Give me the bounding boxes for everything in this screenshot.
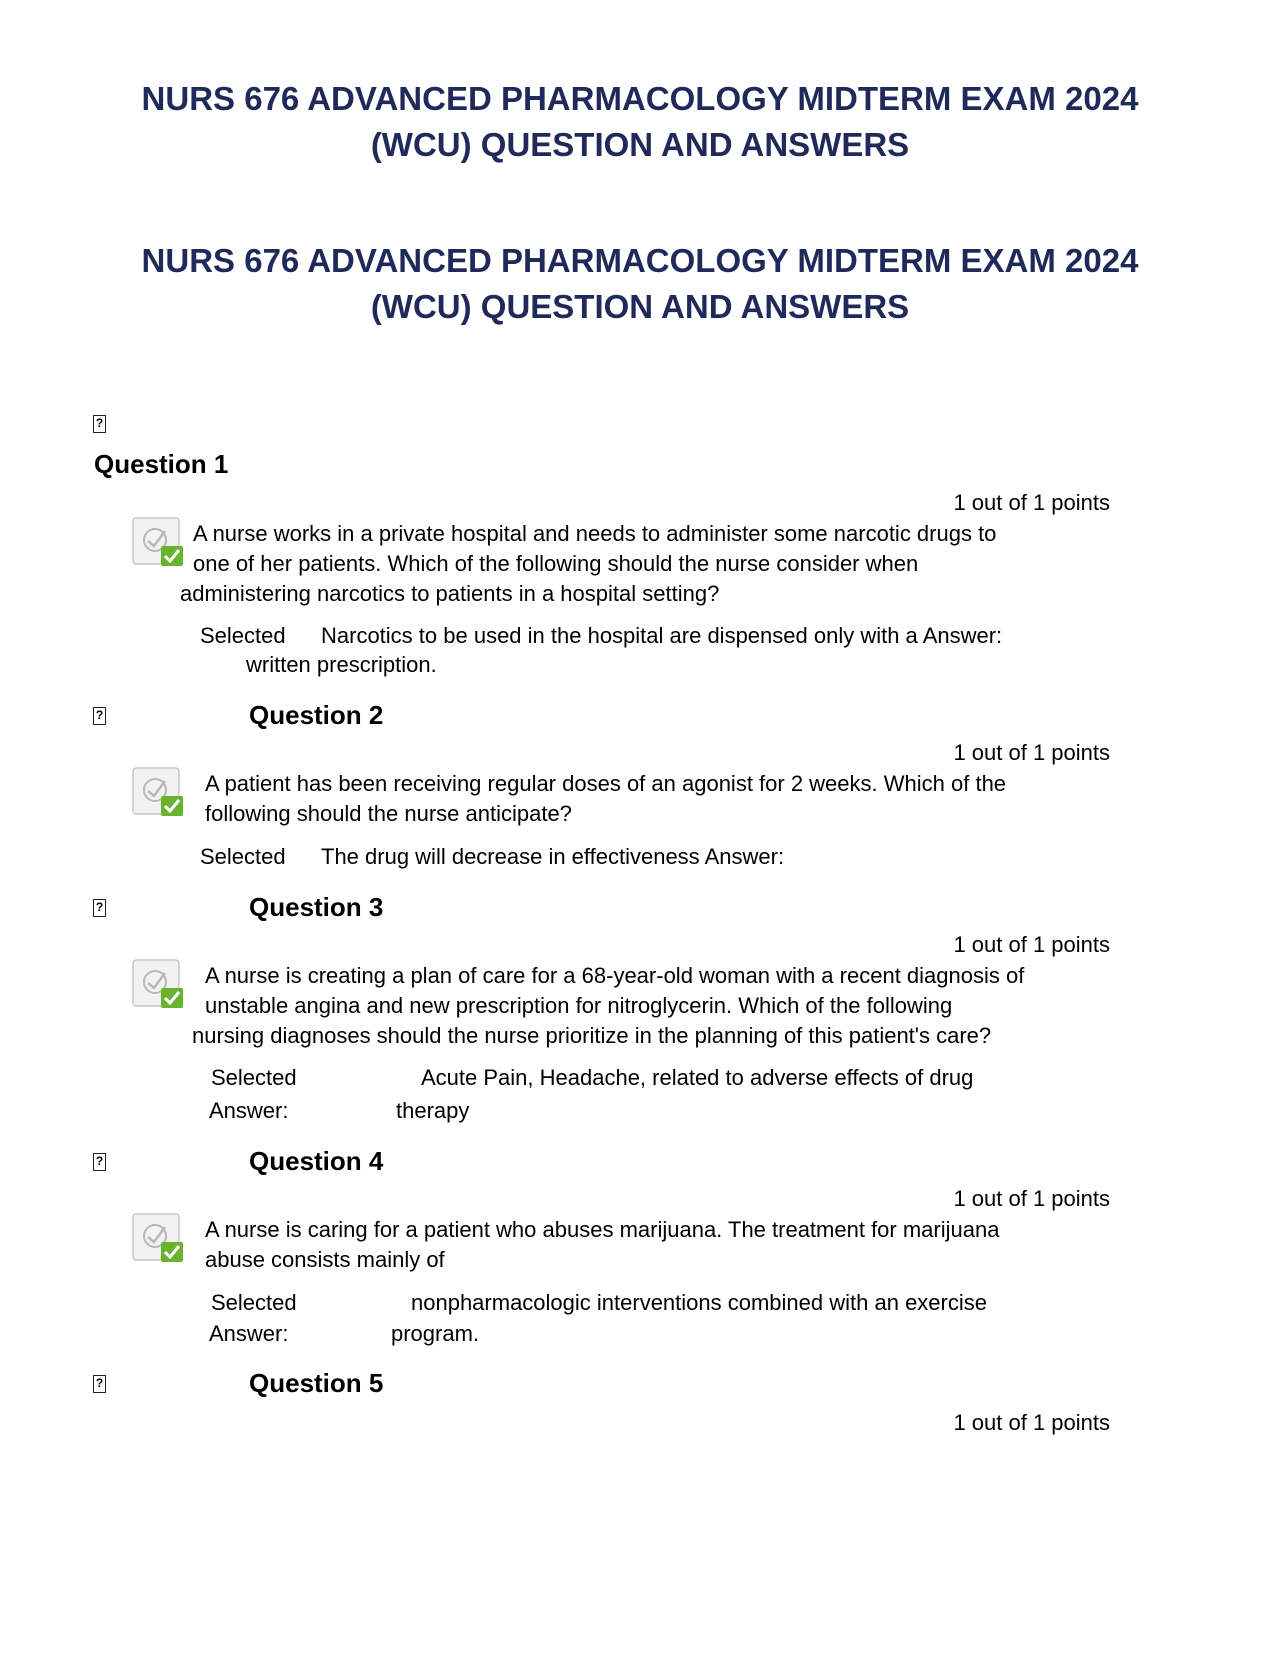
question-points: 1 out of 1 points [953,1186,1110,1211]
question-title: Question 1 [94,449,229,479]
answer-label: Answer: [209,1098,289,1123]
selected-label: Selected [200,844,286,869]
missing-glyph-icon: ? [93,415,106,433]
graded-correct-icon [131,1212,189,1266]
document-title [80,76,1200,168]
selected-answer-cont: written prescription. [246,652,437,677]
question-text: A nurse is creating a plan of care for a 68-year-old woman with a recent diagnosis of unstable angina and new prescription for nitroglycerin. Which of the following nursing diagnoses should the nurse prioritize in the planning of this patient's care? [192,963,1025,1048]
answer-label: Answer: [209,1321,289,1346]
question-text: A nurse works in a private hospital and needs to administer some narcotic drugs to one of her patients. Which of the following should the nurse consider when administering narcotics to patients in a hospital setting? [180,521,997,606]
question-title: Question 4 [249,1146,384,1176]
document-title-repeat [80,238,1200,330]
selected-answer-cont: program. [391,1321,480,1346]
question-title: Question 3 [249,892,384,922]
selected-answer: nonpharmacologic interventions combined with an exercise [411,1290,987,1315]
question-text: A patient has been receiving regular doses of an agonist for 2 weeks. Which of the following should the nurse anticipate? [205,771,1007,826]
graded-correct-icon [131,766,189,820]
selected-answer: The drug will decrease in effectiveness Answer: [321,844,785,869]
graded-correct-icon [131,516,189,570]
question-points: 1 out of 1 points [953,1410,1110,1435]
question-title: Question 2 [249,700,384,730]
title-line-2: (WCU) QUESTION AND ANSWERS [370,126,910,163]
selected-answer: Narcotics to be used in the hospital are dispensed only with a Answer: [321,623,1003,648]
question-title: Question 5 [249,1368,384,1398]
selected-answer: Acute Pain, Headache, related to adverse effects of drug [421,1065,974,1090]
question-points: 1 out of 1 points [953,740,1110,765]
missing-glyph-icon: ? [93,707,106,725]
title-line-2: (WCU) QUESTION AND ANSWERS [370,288,910,325]
graded-correct-icon [131,958,189,1012]
selected-label: Selected [200,623,286,648]
selected-label: Selected [211,1290,297,1315]
title-line-1: NURS 676 ADVANCED PHARMACOLOGY MIDTERM EXAM 2024 [141,242,1139,279]
question-points: 1 out of 1 points [953,932,1110,957]
selected-answer-cont: therapy [396,1098,470,1123]
missing-glyph-icon: ? [93,1375,106,1393]
missing-glyph-icon: ? [93,899,106,917]
title-line-1: NURS 676 ADVANCED PHARMACOLOGY MIDTERM EXAM 2024 [141,80,1139,117]
question-text: A nurse is caring for a patient who abuses marijuana. The treatment for marijuana abuse consists mainly of [205,1217,1000,1272]
missing-glyph-icon: ? [93,1153,106,1171]
selected-label: Selected [211,1065,297,1090]
question-points: 1 out of 1 points [953,490,1110,515]
